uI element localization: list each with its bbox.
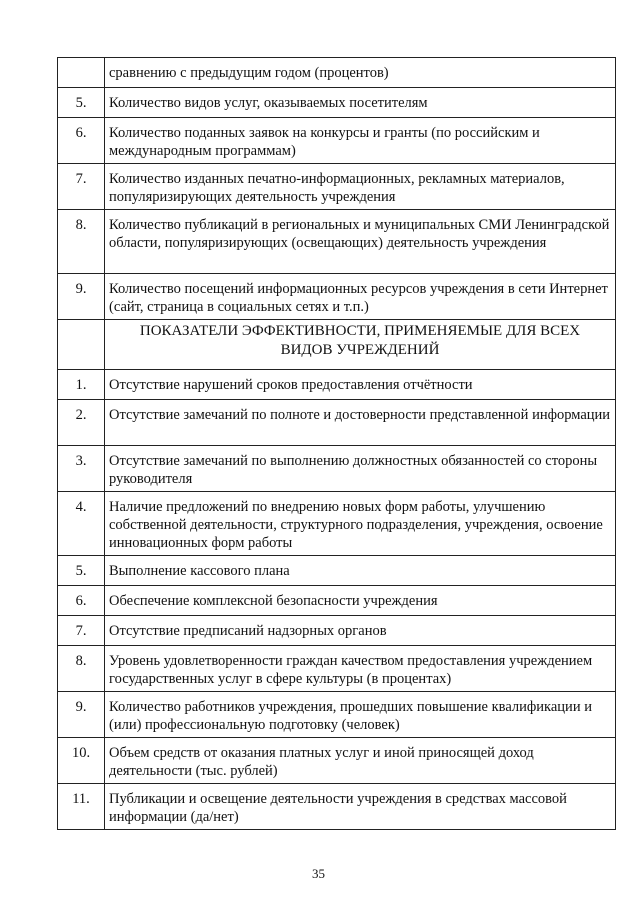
row-text: Количество изданных печатно-информационных, рекламных материалов, популяризирующих деятельность учреждения (105, 164, 616, 210)
table-row (58, 400, 616, 446)
table-row (58, 164, 616, 210)
table-row (58, 88, 616, 118)
table-row (58, 210, 616, 274)
row-number: 2. (58, 400, 105, 446)
row-number: 7. (58, 164, 105, 210)
row-number: 8. (58, 646, 105, 692)
row-number: 6. (58, 118, 105, 164)
table-row (58, 446, 616, 492)
row-text: Отсутствие замечаний по выполнению должностных обязанностей со стороны руководителя (105, 446, 616, 492)
row-number: 11. (58, 784, 105, 830)
row-number: 5. (58, 88, 105, 118)
row-text: Публикации и освещение деятельности учреждения в средствах массовой информации (да/нет) (105, 784, 616, 830)
table-row (58, 58, 616, 88)
row-text: Количество публикаций в региональных и муниципальных СМИ Ленинградской области, популяризирующих (освещающих) деятельность учреждения (105, 210, 616, 274)
table-row (58, 274, 616, 320)
table-row (58, 118, 616, 164)
row-number: 9. (58, 692, 105, 738)
row-text: Отсутствие предписаний надзорных органов (105, 616, 616, 646)
row-number: 5. (58, 556, 105, 586)
row-text: Выполнение кассового плана (105, 556, 616, 586)
row-text: Отсутствие нарушений сроков предоставления отчётности (105, 370, 616, 400)
table-row (58, 492, 616, 556)
row-text: Уровень удовлетворенности граждан качеством предоставления учреждением государственных услуг в сфере культуры (в процентах) (105, 646, 616, 692)
row-number: 4. (58, 492, 105, 556)
row-number: 6. (58, 586, 105, 616)
row-number: 7. (58, 616, 105, 646)
table-row (58, 692, 616, 738)
table-row (58, 738, 616, 784)
row-text: Обеспечение комплексной безопасности учреждения (105, 586, 616, 616)
table-row (58, 646, 616, 692)
row-number (58, 320, 105, 370)
row-number: 10. (58, 738, 105, 784)
row-text: Количество работников учреждения, прошедших повышение квалификации и (или) профессиональную подготовку (человек) (105, 692, 616, 738)
row-number: 9. (58, 274, 105, 320)
row-text: Отсутствие замечаний по полноте и достоверности представленной информации (105, 400, 616, 446)
row-text: Объем средств от оказания платных услуг и иной приносящей доход деятельности (тыс. рублей) (105, 738, 616, 784)
section-header-row (58, 320, 616, 370)
row-text: Наличие предложений по внедрению новых форм работы, улучшению собственной деятельности, структурного подразделения, учреждения, освоение инновационных форм работы (105, 492, 616, 556)
row-number: 8. (58, 210, 105, 274)
table-row (58, 370, 616, 400)
table-row (58, 616, 616, 646)
section-title: ПОКАЗАТЕЛИ ЭФФЕКТИВНОСТИ, ПРИМЕНЯЕМЫЕ ДЛЯ ВСЕХ ВИДОВ УЧРЕЖДЕНИЙ (105, 320, 616, 370)
row-text: сравнению с предыдущим годом (процентов) (105, 58, 616, 88)
row-text: Количество поданных заявок на конкурсы и гранты (по российским и международным программам) (105, 118, 616, 164)
table-row (58, 556, 616, 586)
page-number: 35 (312, 866, 325, 881)
row-number: 1. (58, 370, 105, 400)
table-row (58, 784, 616, 830)
table-row (58, 586, 616, 616)
row-number (58, 58, 105, 88)
row-text: Количество видов услуг, оказываемых посетителям (105, 88, 616, 118)
indicators-table (57, 57, 616, 830)
row-text: Количество посещений информационных ресурсов учреждения в сети Интернет (сайт, страница в социальных сетях и т.п.) (105, 274, 616, 320)
row-number: 3. (58, 446, 105, 492)
